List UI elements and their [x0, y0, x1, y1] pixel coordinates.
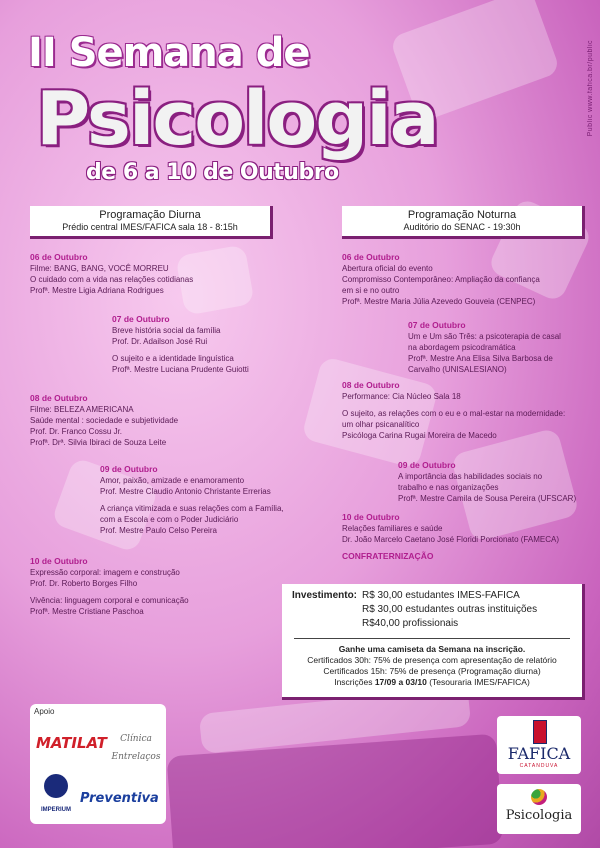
price-line: R$ 30,00 estudantes IMES-FAFICA	[362, 590, 520, 601]
psicologia-logo	[497, 784, 581, 834]
block-line: O sujeito e a identidade linguística	[112, 354, 234, 363]
day-block-4	[100, 464, 284, 536]
publisher-vertical-text: Public www.fafica.br/public	[587, 40, 594, 137]
psicologia-emblem	[531, 789, 547, 805]
block-line: Profª. Mestre Luciana Prudente Guiotti	[112, 365, 249, 374]
block-line: Um e Um são Três: a psicoterapia de casal	[408, 332, 561, 341]
fafica-city: CATANDUVA	[519, 763, 559, 769]
block-line: Profª. Mestre Cristiane Paschoa	[30, 607, 144, 616]
block-date: 06 de Outubro	[30, 252, 88, 262]
night-block-3	[342, 380, 565, 441]
clinica-logo: Clínica Entrelaços	[111, 734, 161, 762]
night-block-5	[342, 512, 559, 545]
price-line: R$40,00 profissionais	[362, 618, 459, 629]
block-line: Performance: Cia Núcleo Sala 18	[342, 392, 461, 401]
sponsors-box	[30, 704, 166, 824]
block-line: Compromisso Contemporâneo: Ampliação da confiança	[342, 275, 540, 284]
preventiva-logo: Preventiva	[80, 791, 159, 806]
block-line: Carvalho (UNISALESIANO)	[408, 365, 507, 374]
block-line: Filme: BELEZA AMERICANA	[30, 405, 134, 414]
closing-party-label: CONFRATERNIZAÇÃO	[342, 551, 434, 561]
day-program-title: Programação Diurna	[99, 209, 201, 221]
block-line: Breve história social da família	[112, 326, 221, 335]
night-program-title: Programação Noturna	[407, 209, 517, 221]
certificate-note: Certificados 15h: 75% de presença (Programação diurna)	[323, 666, 541, 676]
block-line: Prof. Dr. Roberto Borges Filho	[30, 579, 138, 588]
psicologia-name: Psicologia	[505, 808, 573, 823]
block-date: 08 de Outubro	[30, 393, 88, 403]
imperium-logo: IMPERIUM	[36, 774, 76, 816]
day-block-2	[112, 314, 249, 375]
block-line: Profª. Mestre Maria Júlia Azevedo Gouveia (CENPEC)	[342, 297, 536, 306]
event-title-line1: II Semana de	[28, 30, 310, 76]
block-line: Profª. Mestre Ana Elisa Silva Barbosa de	[408, 354, 553, 363]
event-dates: de 6 a 10 de Outubro	[86, 160, 339, 185]
block-date: 10 de Outubro	[30, 556, 88, 566]
block-line: Amor, paixão, amizade e enamoramento	[100, 476, 245, 485]
day-block-1	[30, 252, 193, 296]
block-line: na abordagem psicodramática	[408, 343, 516, 352]
fafica-name: FAFICA	[507, 744, 571, 763]
block-date: 10 de Outubro	[342, 512, 400, 522]
block-line: Filme: BANG, BANG, VOCÊ MORREU	[30, 264, 169, 273]
block-line: Expressão corporal: imagem e construção	[30, 568, 180, 577]
night-program-header	[342, 206, 585, 239]
block-line: Abertura oficial do evento	[342, 264, 433, 273]
block-date: 07 de Outubro	[112, 314, 170, 324]
block-line: A criança vitimizada e suas relações com a Família,	[100, 504, 284, 513]
matlat-logo: MATILAT	[36, 734, 107, 752]
price-line: R$ 30,00 estudantes outras instituições	[362, 604, 538, 615]
block-line: em si e no outro	[342, 286, 400, 295]
block-line: A importância das habilidades sociais no	[398, 472, 543, 481]
divider	[294, 638, 570, 639]
day-program-header	[30, 206, 273, 239]
block-line: Profª. Mestre Camila de Sousa Pereira (UFSCAR)	[398, 494, 577, 503]
block-line: Saúde mental : sociedade e subjetividade	[30, 416, 179, 425]
block-date: 09 de Outubro	[398, 460, 456, 470]
block-line: O sujeito, as relações com o eu e o mal-estar na modernidade:	[342, 409, 566, 418]
block-line: Prof. Dr. Franco Cossu Jr.	[30, 427, 123, 436]
certificate-note: Certificados 30h: 75% de presença com apresentação de relatório	[307, 655, 557, 665]
block-date: 09 de Outubro	[100, 464, 158, 474]
block-line: Relações familiares e saúde	[342, 524, 443, 533]
day-block-3	[30, 393, 178, 448]
block-line: um olhar psicanalítico	[342, 420, 420, 429]
night-program-location: Auditório do SENAC - 19:30h	[403, 222, 521, 232]
event-title-line2: Psicologia	[36, 76, 438, 162]
block-line: Prof. Dr. Adailson José Rui	[112, 337, 208, 346]
block-date: 08 de Outubro	[342, 380, 400, 390]
sponsors-label: Apoio	[34, 707, 55, 716]
block-line: com a Escola e com o Poder Judiciário	[100, 515, 239, 524]
day-block-5	[30, 556, 189, 617]
night-block-1	[342, 252, 540, 307]
block-line: Profª. Mestre Ligia Adriana Rodrigues	[30, 286, 164, 295]
block-line: Psicóloga Carina Rugai Moreira de Macedo	[342, 431, 497, 440]
tshirt-note: Ganhe uma camiseta da Semana na inscrição.	[338, 644, 526, 654]
block-line: Vivência: linguagem corporal e comunicação	[30, 596, 189, 605]
block-line: trabalho e nas organizações	[398, 483, 499, 492]
investment-notes	[282, 644, 582, 688]
block-line: O cuidado com a vida nas relações cotidianas	[30, 275, 194, 284]
investment-label: Investimento:	[292, 590, 358, 601]
day-program-location: Prédio central IMES/FAFICA sala 18 - 8:15h	[62, 222, 238, 232]
block-line: Profª. Drª. Silvia Ibiraci de Souza Leite	[30, 438, 167, 447]
night-block-2	[408, 320, 561, 375]
block-date: 07 de Outubro	[408, 320, 466, 330]
investment-box	[282, 584, 585, 700]
block-line: Prof. Mestre Claudio Antonio Christante Errerias	[100, 487, 271, 496]
block-line: Dr. João Marcelo Caetano José Floridi Porcionato (FAMECA)	[342, 535, 559, 544]
fafica-logo	[497, 716, 581, 774]
block-date: 06 de Outubro	[342, 252, 400, 262]
block-line: Prof. Mestre Paulo Celso Pereira	[100, 526, 217, 535]
registration-note: Inscrições 17/09 a 03/10 (Tesouraria IMES/FAFICA)	[334, 677, 530, 687]
fafica-emblem	[533, 720, 547, 744]
night-block-4	[398, 460, 576, 504]
